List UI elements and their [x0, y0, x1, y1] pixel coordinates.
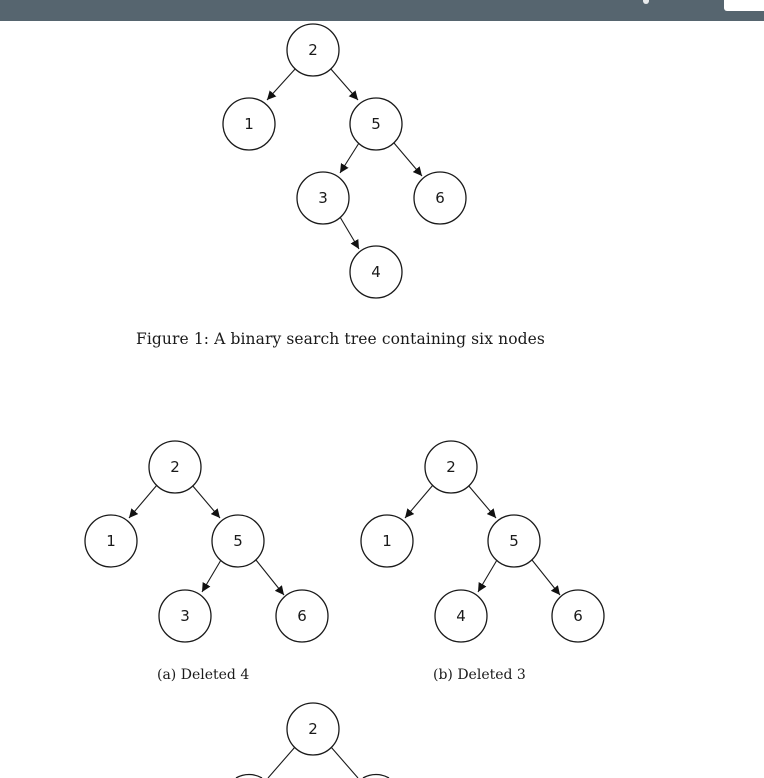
node-label: 1 [106, 532, 116, 550]
partial-node-right [363, 775, 389, 778]
node-label: 6 [573, 607, 583, 625]
subfigure-a-tree [85, 441, 328, 642]
tree-node [425, 441, 477, 493]
tree-node [552, 590, 604, 642]
tree-node [350, 246, 402, 298]
node-label: 1 [244, 115, 254, 133]
tree-node [85, 515, 137, 567]
subfigure-a-caption: (a) Deleted 4 [157, 667, 250, 683]
edge-3-4 [340, 217, 359, 249]
edge-5-4 [478, 560, 497, 592]
tree-node [414, 172, 466, 224]
tree-node [361, 515, 413, 567]
subfigure-b-caption: (b) Deleted 3 [433, 667, 526, 683]
node-label: 2 [308, 720, 318, 738]
edge-2-1 [129, 485, 157, 518]
partial-node-left [236, 775, 262, 778]
tree-node [287, 24, 339, 76]
tree-node [287, 703, 339, 755]
node-label: 4 [456, 607, 466, 625]
edge-2-5 [330, 68, 358, 100]
edge-2-right [331, 747, 358, 778]
top-toolbar [0, 0, 764, 21]
subfigure-c-tree [236, 703, 389, 778]
figure-main-tree [223, 24, 466, 298]
node-label: 4 [371, 263, 381, 281]
tree-node [223, 98, 275, 150]
node-label: 1 [382, 532, 392, 550]
edge-5-6 [256, 560, 284, 595]
node-label: 6 [435, 189, 445, 207]
tree-node [488, 515, 540, 567]
tree-node [435, 590, 487, 642]
edge-5-3 [340, 143, 359, 173]
edge-5-6 [532, 560, 560, 595]
node-label: 2 [170, 458, 180, 476]
edge-2-5 [192, 485, 220, 518]
node-label: 5 [509, 532, 519, 550]
tree-node [297, 172, 349, 224]
edge-2-1 [267, 68, 296, 100]
tree-node [276, 590, 328, 642]
node-label: 6 [297, 607, 307, 625]
edge-2-5 [468, 485, 496, 518]
tree-diagrams-canvas [0, 21, 764, 778]
node-label: 2 [446, 458, 456, 476]
toolbar-search-box[interactable] [724, 0, 764, 11]
edge-2-left [268, 747, 295, 778]
subfigure-b-tree [361, 441, 604, 642]
figure-caption: Figure 1: A binary search tree containing six nodes [136, 330, 545, 348]
node-label: 3 [180, 607, 190, 625]
node-label: 3 [318, 189, 328, 207]
node-label: 2 [308, 41, 318, 59]
tree-node [212, 515, 264, 567]
node-label: 5 [233, 532, 243, 550]
tree-node [159, 590, 211, 642]
tree-node [149, 441, 201, 493]
toolbar-icon[interactable] [643, 0, 649, 4]
node-label: 5 [371, 115, 381, 133]
edge-5-3 [202, 560, 221, 592]
edge-2-1 [405, 485, 433, 518]
edge-5-6 [394, 143, 422, 176]
tree-node [350, 98, 402, 150]
